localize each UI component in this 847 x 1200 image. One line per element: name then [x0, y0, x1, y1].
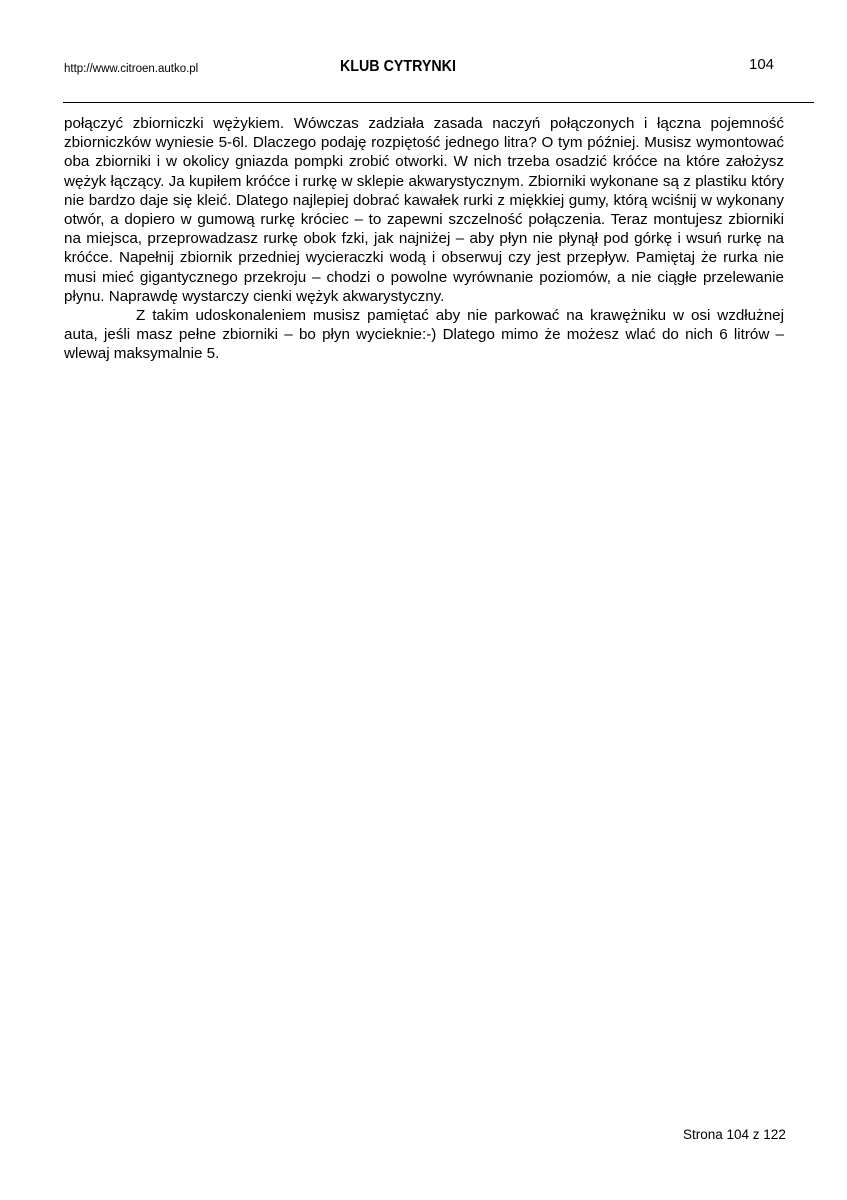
paragraph: połączyć zbiorniczki wężykiem. Wówczas zadziała zasada naczyń połączonych i łączna pojemność zbiorniczków wyniesie 5-6l. Dlaczego podaję rozpiętość jednego litra? O tym później. Musisz wymontować oba zbiorniki i w okolicy gniazda pompki zrobić otworki. W nich trzeba osadzić króćce na które założysz wężyk łączący. Ja kupiłem króćce i rurkę w sklepie akwarystycznym. Zbiorniki wykonane są z plastiku który nie bardzo daje się kleić. Dlatego najlepiej dobrać kawałek rurki z miękkiej gumy, którą wciśnij w wykonany otwór, a dopiero w gumową rurkę króciec – to zapewni szczelność połączenia. Teraz montujesz zbiorniki na miejsca, przeprowadzasz rurkę obok fzki, jak najniżej – aby płyn nie płynął pod górkę i wsuń rurkę na króćce. Napełnij zbiornik przedniej wycieraczki wodą i obserwuj czy jest przepływ. Pamiętaj że rurka nie musi mieć gigantycznego przekroju – chodzi o powolne wyrównanie poziomów, a nie ciągłe przelewanie płynu. Naprawdę wystarczy cienki wężyk akwarystyczny.: [64, 115, 784, 305]
body-text: [64, 114, 784, 364]
paragraph: Z takim udoskonaleniem musisz pamiętać aby nie parkować na krawężniku w osi wzdłużnej auta, jeśli masz pełne zbiorniki – bo płyn wycieknie:-) Dlatego mimo że możesz wlać do nich 6 litrów – wlewaj maksymalnie 5.: [64, 307, 784, 363]
header-url: http://www.citroen.autko.pl: [64, 63, 199, 75]
header-title: KLUB CYTRYNKI: [340, 58, 456, 75]
page-footer: Strona 104 z 122: [683, 1127, 786, 1142]
header-divider: [63, 102, 814, 103]
header-page-number: 104: [749, 56, 775, 73]
